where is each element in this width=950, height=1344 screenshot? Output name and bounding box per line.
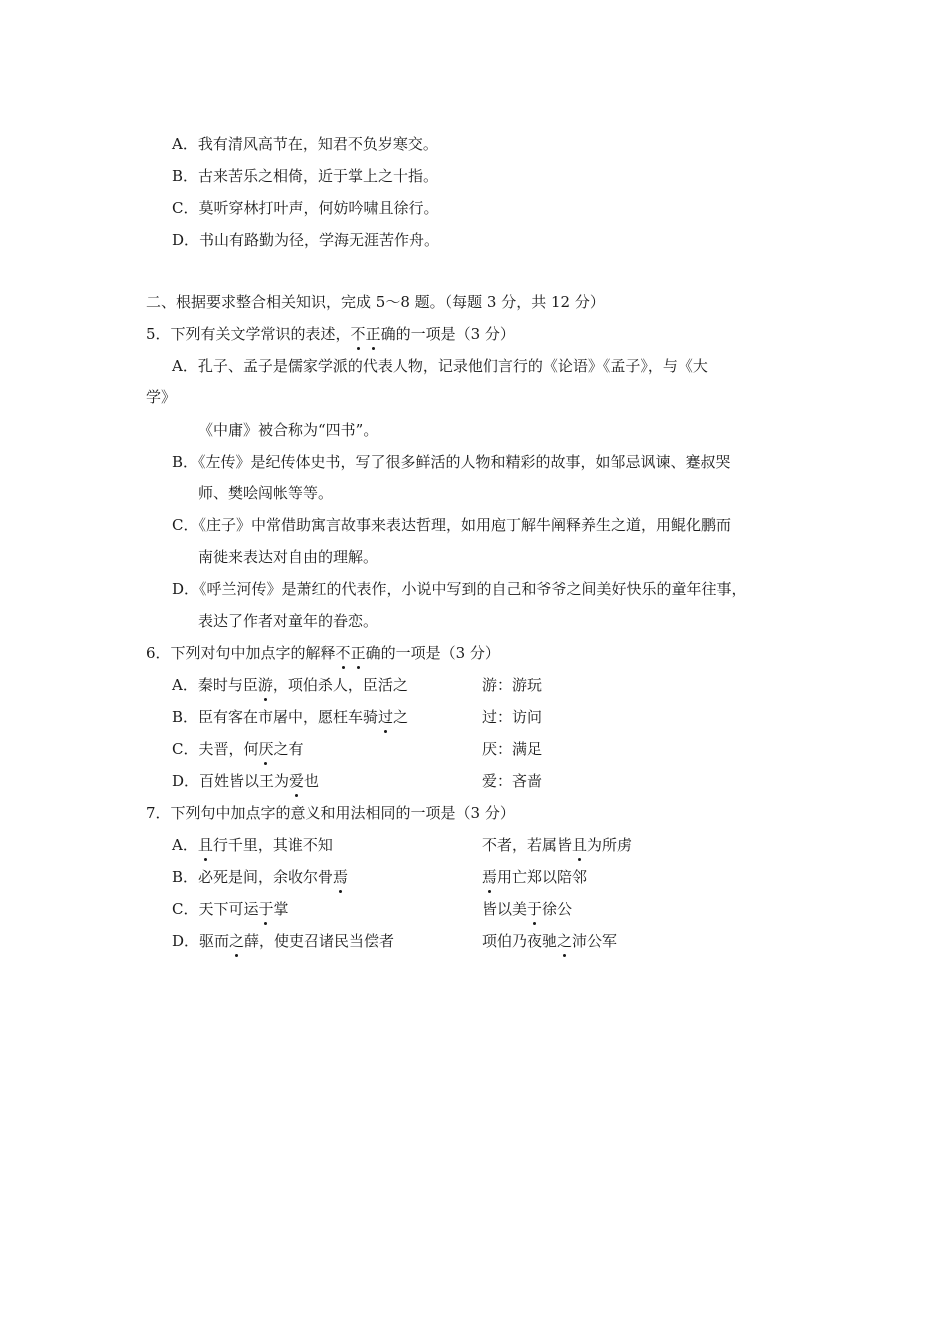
q7-option-text: 薛，使吏召诸民当偿者: [244, 932, 395, 950]
q6-gloss-c: 厌：满足: [482, 740, 543, 758]
q5-stem: [146, 323, 515, 345]
q6-option-text: 之: [393, 708, 409, 726]
q6-dot-char: 过: [378, 708, 394, 726]
q6-option-text: 也: [304, 772, 320, 790]
q7-dot-char: 且: [197, 836, 213, 854]
q6-dot-char: 游: [257, 676, 273, 694]
q5-option-b-line1: B．《左传》是纪传体史书，写了很多鲜活的人物和精彩的故事，如邹忌讽谏、蹇叔哭: [172, 453, 731, 471]
q4-option-a: A．我有清风高节在，知君不负岁寒交。: [172, 135, 438, 153]
q5-stem-dot-char: 不: [350, 325, 366, 343]
q7-option-b-left: [172, 866, 348, 888]
q6-stem-dot-char: 正: [350, 644, 366, 662]
q7-option-a-left: [172, 834, 333, 856]
q7-dot-char: 于: [258, 900, 274, 918]
q5-option-a-line2: 学》: [146, 388, 177, 406]
q7-option-text: 掌: [273, 900, 289, 918]
q6-option-text: ，项伯杀人，臣活之: [272, 676, 408, 694]
q7-option-text: 为所虏: [587, 836, 633, 854]
q5-option-a-line1: A．孔子、孟子是儒家学派的代表人物，记录他们言行的《论语》《孟子》，与《大: [172, 357, 708, 375]
q6-stem-pre: 6．下列对句中加点字的解释: [146, 644, 336, 662]
q6-option-text: 之有: [273, 740, 304, 758]
q4-option-c: C．莫听穿林打叶声，何妨吟啸且徐行。: [172, 199, 439, 217]
q7-dot-char: 于: [527, 900, 543, 918]
q7-option-d-right: [482, 930, 617, 952]
q7-option-text: D．驱而: [172, 932, 230, 950]
q6-stem-post: 确的一项是（3 分）: [365, 644, 500, 662]
q4-option-b: B．古来苦乐之相倚，近于掌上之十指。: [172, 167, 439, 185]
q6-stem-dot-char: 不: [335, 644, 351, 662]
q6-dot-char: 爱: [289, 772, 305, 790]
q7-option-c-left: [172, 898, 289, 920]
q7-option-text: B．必死是间，余收尔骨: [172, 868, 334, 886]
q7-option-text: 用亡郑以陪邻: [497, 868, 588, 886]
q6-option-text: B．臣有客在市屠中，愿枉车骑: [172, 708, 379, 726]
q6-gloss-d: 爱：吝啬: [482, 772, 543, 790]
q6-option-c: [172, 738, 304, 760]
q5-option-a-line3: 《中庸》被合称为“四书”。: [198, 421, 379, 439]
q4-option-d: D．书山有路勤为径，学海无涯苦作舟。: [172, 231, 440, 249]
q5-stem-post: 确的一项是（3 分）: [380, 325, 515, 343]
q7-dot-char: 之: [557, 932, 573, 950]
q6-option-text: A．秦时与臣: [172, 676, 258, 694]
q5-option-d-line2: 表达了作者对童年的眷恋。: [198, 612, 379, 630]
q7-option-text: C．天下可运: [172, 900, 259, 918]
q7-option-b-right: [482, 866, 587, 888]
q6-option-text: D．百姓皆以王为: [172, 772, 290, 790]
q7-dot-char: 焉: [333, 868, 349, 886]
q6-option-text: C．夫晋，何: [172, 740, 259, 758]
section2-header: 二、根据要求整合相关知识，完成 5～8 题。（每题 3 分，共 12 分）: [146, 293, 605, 311]
q5-stem-pre: 5．下列有关文学常识的表述，: [146, 325, 351, 343]
q6-gloss-b: 过：访问: [482, 708, 543, 726]
q7-dot-char: 且: [572, 836, 588, 854]
q5-option-c-line2: 南徙来表达对自由的理解。: [198, 548, 379, 566]
q7-option-text: A．: [172, 836, 198, 854]
q7-option-a-right: [482, 834, 632, 856]
q6-dot-char: 厌: [258, 740, 274, 758]
q6-stem: [146, 642, 500, 664]
q7-option-text: 皆以美: [482, 900, 528, 918]
q7-option-d-left: [172, 930, 394, 952]
q7-dot-char: 焉: [482, 868, 498, 886]
q7-option-c-right: [482, 898, 572, 920]
q5-option-d-line1: D．《呼兰河传》是萧红的代表作，小说中写到的自己和爷爷之间美好快乐的童年往事，: [172, 580, 747, 598]
q7-stem: 7．下列句中加点字的意义和用法相同的一项是（3 分）: [146, 804, 515, 822]
q7-option-text: 行千里，其谁不知: [212, 836, 333, 854]
q7-option-text: 沛公军: [572, 932, 618, 950]
q6-option-a: [172, 674, 408, 696]
q7-option-text: 不者，若属皆: [482, 836, 573, 854]
q7-option-text: 徐公: [542, 900, 573, 918]
q7-option-text: 项伯乃夜驰: [482, 932, 558, 950]
q5-stem-dot-char: 正: [365, 325, 381, 343]
q5-option-c-line1: C．《庄子》中常借助寓言故事来表达哲理，如用庖丁解牛阐释养生之道，用鲲化鹏而: [172, 516, 731, 534]
q6-option-b: [172, 706, 408, 728]
q7-dot-char: 之: [229, 932, 245, 950]
q6-gloss-a: 游：游玩: [482, 676, 543, 694]
q5-option-b-line2: 师、樊哙闯帐等等。: [198, 484, 334, 502]
q6-option-d: [172, 770, 319, 792]
